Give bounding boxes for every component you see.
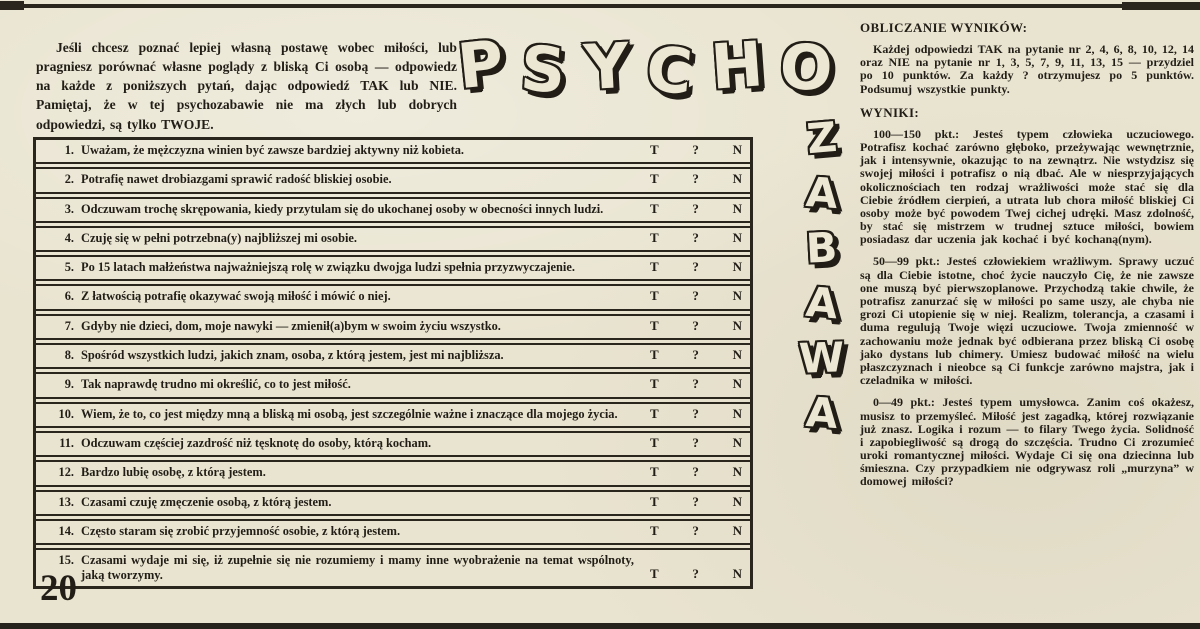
- answer-option: ?: [692, 288, 699, 304]
- answer-option: N: [732, 317, 742, 333]
- answer-options: [650, 567, 742, 582]
- answer-option: ?: [692, 142, 699, 157]
- answer-options: [650, 436, 742, 451]
- result-text: Jesteś człowiekiem wrażliwym. Sprawy uczuć są dla Ciebie istotne, choć życie nauczyło Cię, że nie zawsze one muszą być pierwszoplanowe. Przychodzą takie chwile, że potrafisz zanurzać się w miłości po same uszy, ale chyba nie grozi Ci utopienie się w niej. Realizm, tolerancja, a czasami i duma regulują Twoje więzi uczuciowe. Twoja zmienność w zachowaniu może jednak być odbierana przez bliską Ci osobę jako dystans lub chimery. Umiesz budować miłość na wielu płaszczyznach i nieobce są Ci funkcje zarówno majstra, jak i czeladnika w miłości.: [860, 254, 1195, 388]
- question-row: [36, 490, 750, 516]
- answer-option: T: [650, 229, 659, 245]
- question-number: 11.: [59, 435, 74, 450]
- answer-option: T: [650, 522, 659, 538]
- question-row: [36, 431, 750, 457]
- question-row: [36, 548, 750, 586]
- question-number: 15.: [58, 553, 74, 568]
- answer-option: T: [650, 259, 659, 275]
- title-letter: O: [778, 29, 835, 106]
- answer-option: ?: [692, 229, 699, 245]
- question-row: [36, 255, 750, 281]
- question-text: Po 15 latach małżeństwa najważniejszą rolę w związku dwojga ludzi spełnia przyzwyczajenie.: [81, 260, 575, 275]
- question-number: 12.: [58, 465, 74, 480]
- question-text: Czasami czuję zmęczenie osobą, z którą jestem.: [81, 494, 332, 509]
- question-number: 9.: [64, 377, 74, 392]
- answer-options: [650, 172, 742, 187]
- answer-options: [650, 289, 742, 304]
- vertical-letter: B: [805, 223, 839, 273]
- title-zabawa-vertical: [794, 112, 850, 439]
- answer-option: T: [650, 464, 659, 480]
- answer-option: N: [732, 464, 742, 480]
- answer-options: [650, 202, 742, 217]
- question-row: [36, 402, 750, 428]
- answer-option: T: [650, 200, 659, 216]
- question-row: [36, 343, 750, 369]
- answer-option: N: [732, 405, 742, 421]
- question-row: [36, 372, 750, 398]
- answer-options: [650, 348, 742, 363]
- question-text: Czuję się w pełni potrzebna(y) najbliższej mi osobie.: [81, 230, 358, 245]
- answer-option: N: [732, 493, 742, 509]
- question-row: [36, 519, 750, 545]
- result-text: Jesteś typem człowieka uczuciowego. Potrafisz kochać zarówno głęboko, przeżywając wewnętrznie, jak i intensywnie, okazując to na zewnątrz. Nie wstydzisz się swojej miłości i potrafisz o nią dbać. Ale w niesprzyjających okolicznościach ten rodzaj wrażliwości może stać się dla Ciebie źródłem cierpień, a utrata lub chora miłość bliskiej Ci osoby może być powodem Twej cichej udręki. Masz zdolność, by stać się mistrzem w trudnej sztuce miłości, bowiem posiadasz dar uczenia jak kochać i być kochaną(nym).: [860, 126, 1195, 247]
- question-row: [36, 314, 750, 340]
- scoring-heading: OBLICZANIE WYNIKÓW:: [860, 20, 1028, 35]
- question-row: [36, 140, 750, 164]
- answer-option: T: [650, 347, 659, 363]
- vertical-letter: A: [804, 277, 840, 329]
- title-letter: H: [708, 27, 765, 104]
- question-row: [36, 460, 750, 486]
- question-text: Odczuwam częściej zazdrość niż tęsknotę do osoby, którą kocham.: [81, 435, 432, 450]
- vertical-letter: A: [804, 387, 840, 439]
- question-number: 5.: [64, 260, 74, 275]
- vertical-letter: W: [798, 333, 846, 383]
- question-text: Uważam, że mężczyzna winien być zawsze bardziej aktywny niż kobieta.: [81, 143, 465, 157]
- question-row: [36, 284, 750, 310]
- question-number: 10.: [58, 406, 74, 421]
- question-number: 2.: [64, 172, 74, 187]
- question-number: 6.: [64, 289, 74, 304]
- answer-option: N: [732, 259, 742, 275]
- question-text: Odczuwam trochę skrępowania, kiedy przytulam się do ukochanej osoby w obecności innych ludzi.: [81, 201, 604, 216]
- question-text: Potrafię nawet drobiazgami sprawić radość bliskiej osobie.: [81, 172, 392, 187]
- answer-option: N: [732, 434, 742, 450]
- answer-options: [650, 143, 742, 158]
- question-text: Wiem, że to, co jest między mną a bliską mi osobą, jest szczególnie ważne i znaczące dla mojego życia.: [81, 406, 618, 421]
- question-number: 1.: [64, 143, 74, 157]
- top-rule: [0, 4, 1200, 8]
- title-letter: C: [643, 32, 696, 109]
- answer-option: ?: [692, 317, 699, 333]
- result-section: [860, 128, 1194, 247]
- answer-option: ?: [692, 464, 699, 480]
- question-text: Z łatwością potrafię okazywać swoją miłość i mówić o niej.: [81, 289, 391, 304]
- question-number: 8.: [64, 348, 74, 363]
- title-letter: P: [454, 25, 508, 104]
- question-text: Spośród wszystkich ludzi, jakich znam, osoba, z którą jestem, jest mi najbliższa.: [81, 348, 504, 363]
- answer-option: ?: [692, 259, 699, 275]
- result-range: 0—49 pkt.:: [873, 395, 935, 410]
- question-number: 4.: [64, 230, 74, 245]
- result-range: 50—99 pkt.:: [873, 254, 940, 269]
- page-number: 20: [40, 568, 77, 609]
- vertical-letter: Z: [805, 112, 839, 164]
- answer-options: [650, 495, 742, 510]
- result-section: [860, 255, 1194, 387]
- answer-option: T: [650, 566, 659, 582]
- answer-option: ?: [692, 522, 699, 538]
- intro-text: Jeśli chcesz poznać lepiej własną postawę wobec miłości, lub pragniesz porównać własne poglądy z bliską Ci osobą — odpowiedz na każde z poniższych pytań, dając odpowiedź TAK lub NIE. Pamiętaj, że w tej psychozabawie nie ma złych lub dobrych odpowiedzi, są tylko TWOJE.: [36, 39, 457, 132]
- question-row: [36, 226, 750, 252]
- answer-options: [650, 260, 742, 275]
- answer-option: N: [732, 566, 742, 582]
- answer-option: T: [650, 142, 659, 157]
- question-text: Gdyby nie dzieci, dom, moje nawyki — zmienił(a)bym w swoim życiu wszystko.: [81, 318, 501, 333]
- answer-option: N: [732, 142, 742, 157]
- question-row: [36, 197, 750, 223]
- answer-option: T: [650, 434, 659, 450]
- title-letter: S: [518, 31, 569, 108]
- answer-option: ?: [692, 376, 699, 392]
- question-number: 7.: [64, 318, 74, 333]
- answer-option: ?: [692, 566, 699, 582]
- answer-option: N: [732, 200, 742, 216]
- question-number: 3.: [64, 201, 74, 216]
- answer-options: [650, 407, 742, 422]
- answer-option: N: [732, 522, 742, 538]
- answer-option: ?: [692, 347, 699, 363]
- answer-option: N: [732, 288, 742, 304]
- answer-option: T: [650, 405, 659, 421]
- answer-option: ?: [692, 493, 699, 509]
- answer-option: T: [650, 171, 659, 187]
- question-text: Bardzo lubię osobę, z którą jestem.: [81, 465, 266, 480]
- answer-option: N: [732, 229, 742, 245]
- title-letter: Y: [582, 28, 631, 105]
- answer-option: ?: [692, 200, 699, 216]
- result-text: Jesteś typem umysłowca. Zanim coś okażesz, musisz to przemyśleć. Miłość jest zagadką, której rozwiązanie już znasz. Logika i rozum — to filary Twego życia. Solidność i zapobiegliwość są drogą do szczęścia. Trudno Ci zrozumieć uroki romantycznej miłości. Wydaje Ci się ona dziecinna lub śmieszna. Czy przypadkiem nie odgrywasz roli „murzyna” w domowej miłości?: [860, 395, 1195, 489]
- answer-option: N: [732, 171, 742, 187]
- results-heading: WYNIKI:: [860, 104, 920, 120]
- answer-option: T: [650, 288, 659, 304]
- answer-options: [650, 231, 742, 246]
- scoring-text: Każdej odpowiedzi TAK na pytanie nr 2, 4, 6, 8, 10, 12, 14 oraz NIE na pytanie nr 1, 3, 5, 7, 9, 11, 13, 15 — przydziel po 10 punktów. Za każdy ? otrzymujesz po 5 punktów. Podsumuj wszystkie punkty.: [860, 42, 1194, 96]
- answer-options: [650, 377, 742, 392]
- answer-option: ?: [692, 171, 699, 187]
- answer-option: T: [650, 376, 659, 392]
- answer-option: ?: [692, 405, 699, 421]
- question-number: 14.: [58, 523, 74, 538]
- result-sections: [860, 128, 1194, 489]
- vertical-letter: A: [804, 167, 840, 219]
- answer-options: [650, 524, 742, 539]
- question-row: [36, 167, 750, 193]
- quiz-table: [33, 137, 753, 589]
- answer-option: ?: [692, 434, 699, 450]
- answer-option: N: [732, 376, 742, 392]
- question-text: Czasami wydaje mi się, iż zupełnie się nie rozumiemy i mamy inne wyobrażenie na temat wspólnoty, jaką tworzymy.: [81, 553, 634, 582]
- result-range: 100—150 pkt.:: [873, 126, 960, 141]
- results-panel: [860, 20, 1194, 498]
- answer-option: T: [650, 493, 659, 509]
- answer-option: N: [732, 347, 742, 363]
- answer-option: T: [650, 317, 659, 333]
- bottom-bar: [0, 623, 1200, 629]
- title-psycho: [454, 25, 835, 109]
- answer-options: [650, 465, 742, 480]
- answer-options: [650, 319, 742, 334]
- question-number: 13.: [58, 494, 74, 509]
- question-text: Często staram się zrobić przyjemność osobie, z którą jestem.: [81, 523, 401, 538]
- result-section: [860, 396, 1194, 488]
- question-text: Tak naprawdę trudno mi określić, co to jest miłość.: [81, 377, 351, 392]
